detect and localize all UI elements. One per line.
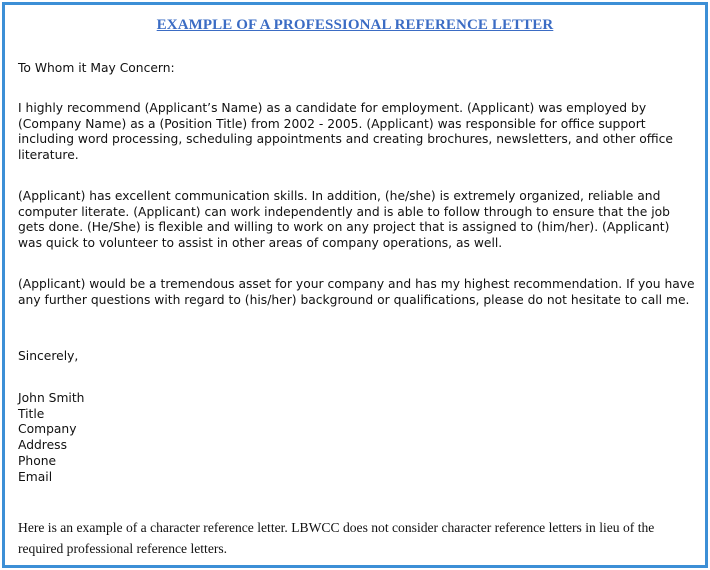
signature-title: Title (18, 406, 45, 421)
closing: Sincerely, (18, 349, 79, 363)
signature-company: Company (18, 422, 77, 437)
signature-block (18, 391, 695, 485)
paragraph-3: (Applicant) would be a tremendous asset for your company and has my highest recommendation. If you have any further questions with regard to (his/her) background or qualifications, please do not hesitate to call me. (18, 277, 695, 307)
letter-frame (2, 2, 708, 568)
document-title: EXAMPLE OF A PROFESSIONAL REFERENCE LETTER (156, 17, 554, 33)
signature-phone: Phone (18, 453, 57, 468)
footnote: Here is an example of a character reference letter. LBWCC does not consider character reference letters in lieu of the required professional reference letters. (18, 520, 655, 556)
signature-email: Email (18, 469, 53, 484)
signature-name: John Smith (18, 391, 85, 405)
signature-address: Address (18, 438, 67, 453)
paragraph-2: (Applicant) has excellent communication skills. In addition, (he/she) is extremely organized, reliable and computer literate. (Applicant) can work independently and is able to follow through to ensure that the job gets done. (He/She) is flexible and willing to work on any project that is assigned to (him/her). (Applicant) was quick to volunteer to assist in other areas of company operations, as well. (18, 189, 670, 250)
greeting: To Whom it May Concern: (18, 61, 175, 75)
paragraph-1: I highly recommend (Applicant’s Name) as a candidate for employment. (Applicant) was employed by (Company Name) as a (Position Title) from 2002 - 2005. (Applicant) was responsible for office support including word processing, scheduling appointments and creating brochures, newsletters, and other office literature. (18, 101, 673, 162)
